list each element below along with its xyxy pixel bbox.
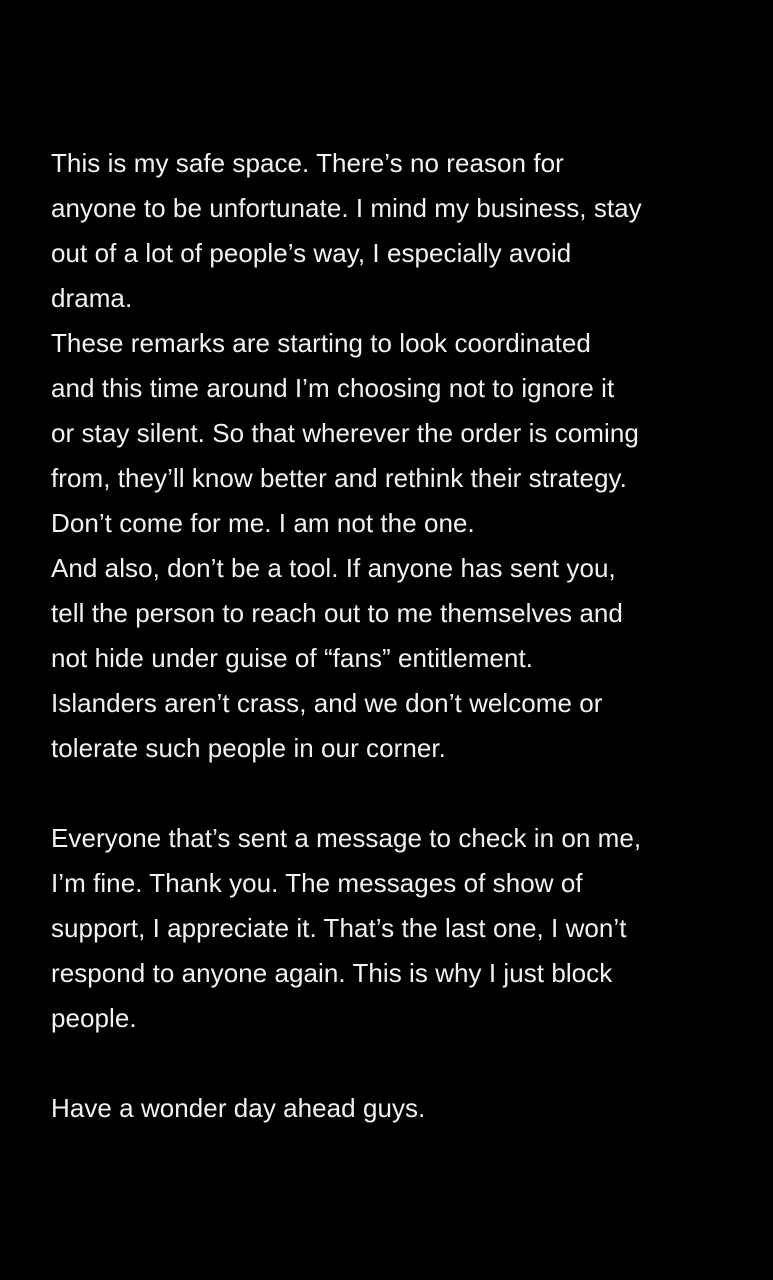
text-line: not hide under guise of “fans” entitlement.: [51, 643, 533, 673]
text-line: out of a lot of people’s way, I especially avoid: [51, 238, 572, 268]
paragraph-gap: [51, 1041, 741, 1086]
text-line: tell the person to reach out to me themselves and: [51, 598, 623, 628]
text-line: from, they’ll know better and rethink their strategy.: [51, 463, 627, 493]
text-line: This is my safe space. There’s no reason for: [51, 148, 564, 178]
text-line: And also, don’t be a tool. If anyone has sent you,: [51, 553, 616, 583]
text-line: anyone to be unfortunate. I mind my business, stay: [51, 193, 642, 223]
text-line: I’m fine. Thank you. The messages of show of: [51, 868, 583, 898]
text-line: These remarks are starting to look coordinated: [51, 328, 591, 358]
text-line: respond to anyone again. This is why I just block: [51, 958, 613, 988]
paragraph-gap: [51, 771, 741, 816]
text-line: people.: [51, 1003, 137, 1033]
text-line: and this time around I’m choosing not to ignore it: [51, 373, 615, 403]
text-line: support, I appreciate it. That’s the last one, I won’t: [51, 913, 627, 943]
text-line: drama.: [51, 283, 133, 313]
note-text: [51, 141, 741, 1131]
text-line: or stay silent. So that wherever the order is coming: [51, 418, 639, 448]
text-line: Everyone that’s sent a message to check in on me,: [51, 823, 642, 853]
text-line: Don’t come for me. I am not the one.: [51, 508, 475, 538]
text-line: Have a wonder day ahead guys.: [51, 1093, 426, 1123]
text-line: Islanders aren’t crass, and we don’t welcome or: [51, 688, 603, 718]
text-line: tolerate such people in our corner.: [51, 733, 446, 763]
